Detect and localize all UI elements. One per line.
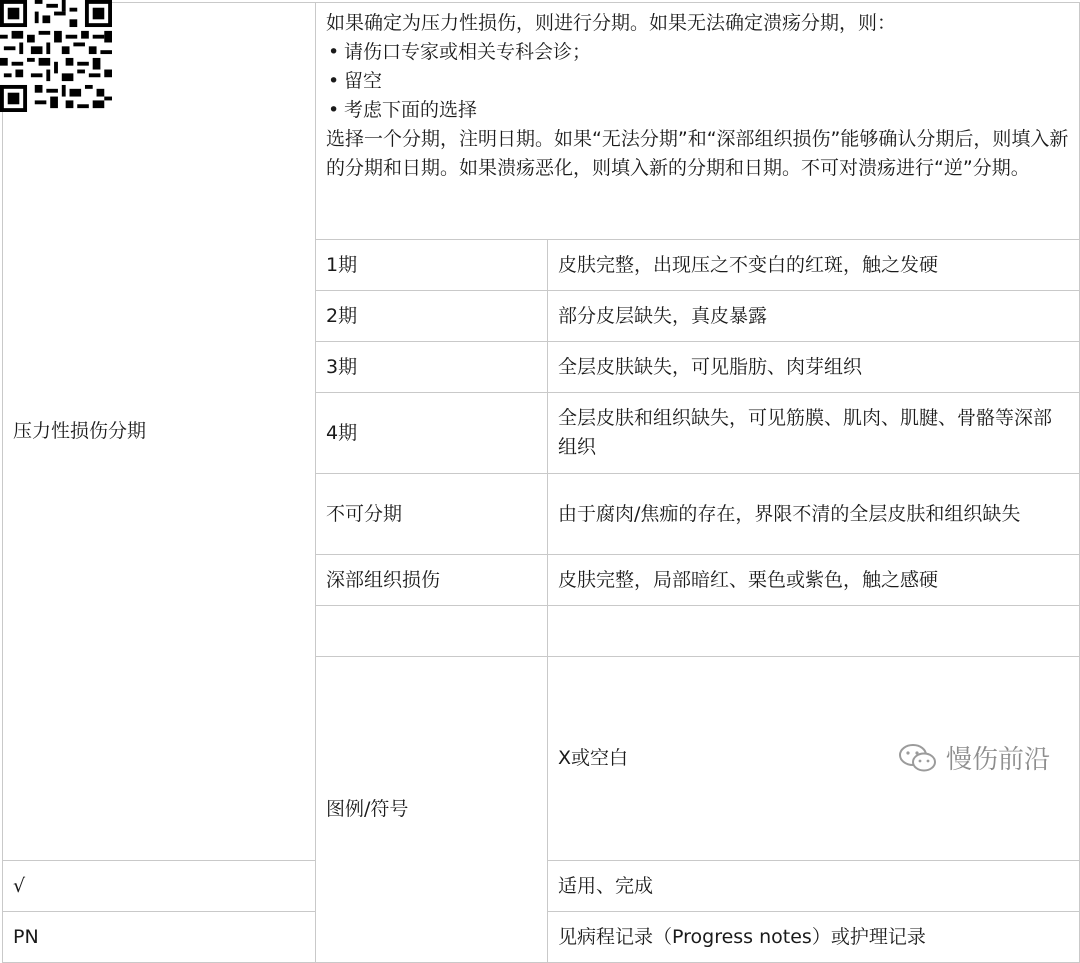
- intro-bullet: [326, 38, 1069, 67]
- stage-name: 1期: [316, 240, 548, 291]
- stage-name: [316, 606, 548, 657]
- intro-bullet-text: 留空: [344, 70, 383, 92]
- intro-row: [3, 3, 1080, 240]
- intro-bullet: [326, 67, 1069, 96]
- stage-description: [548, 606, 1080, 657]
- intro-paragraph: 选择一个分期，注明日期。如果“无法分期”和“深部组织损伤”能够确认分期后，则填入新的分期和日期。如果溃疡恶化，则填入新的分期和日期。不可对溃疡进行“逆”分期。: [326, 128, 1069, 179]
- section-label-staging: [3, 3, 316, 861]
- intro-bullet-list: [326, 38, 1069, 125]
- legend-symbol: X或空白: [548, 657, 1080, 861]
- stage-description: 由于腐肉/焦痂的存在，界限不清的全层皮肤和组织缺失: [548, 474, 1080, 555]
- legend-meaning: 适用、完成: [548, 861, 1080, 912]
- section-label-text: 压力性损伤分期: [13, 420, 147, 442]
- qr-code-icon: [0, 0, 112, 112]
- stage-description: 全层皮肤缺失，可见脂肪、肉芽组织: [548, 342, 1080, 393]
- legend-symbol: √: [3, 861, 316, 912]
- section-label-text: 图例/符号: [326, 798, 409, 820]
- stage-name: 3期: [316, 342, 548, 393]
- stage-description: 部分皮层缺失，真皮暴露: [548, 291, 1080, 342]
- qr-code-graphic: [0, 0, 112, 112]
- stage-description: 皮肤完整，局部暗红、栗色或紫色，触之感硬: [548, 555, 1080, 606]
- bullet-marker: •: [328, 99, 340, 121]
- intro-bullet-text: 考虑下面的选择: [344, 99, 478, 121]
- intro-bullet: [326, 96, 1069, 125]
- watermark-text: 慢伤前沿: [945, 745, 1050, 775]
- stage-description: 皮肤完整，出现压之不变白的红斑，触之发硬: [548, 240, 1080, 291]
- legend-meaning: 见病程记录（Progress notes）或护理记录: [548, 912, 1080, 963]
- pressure-injury-table: [2, 2, 1080, 963]
- intro-first-line: 如果确定为压力性损伤，则进行分期。如果无法确定溃疡分期，则：: [326, 12, 897, 34]
- section-label-legend: [316, 657, 548, 963]
- stage-name: 深部组织损伤: [316, 555, 548, 606]
- legend-symbol: PN: [3, 912, 316, 963]
- stage-name: 不可分期: [316, 474, 548, 555]
- stage-name: 2期: [316, 291, 548, 342]
- bullet-marker: •: [328, 41, 340, 63]
- intro-bullet-text: 请伤口专家或相关专科会诊；: [344, 41, 592, 63]
- intro-cell: [316, 3, 1080, 240]
- watermark: [898, 739, 1050, 776]
- bullet-marker: •: [328, 70, 340, 92]
- stage-description: 全层皮肤和组织缺失，可见筋膜、肌肉、肌腱、骨骼等深部组织: [548, 393, 1080, 474]
- stage-name: 4期: [316, 393, 548, 474]
- wechat-icon: [898, 742, 938, 774]
